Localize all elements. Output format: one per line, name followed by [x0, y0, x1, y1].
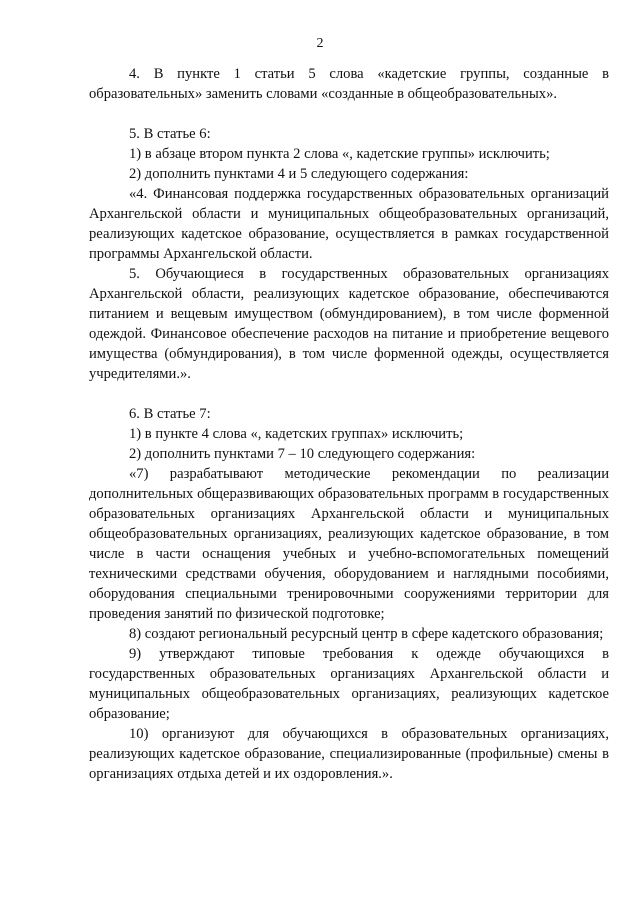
paragraph: 1) в абзаце втором пункта 2 слова «, кадетские группы» исключить; — [129, 146, 550, 162]
paragraph: «4. Финансовая поддержка государственных образовательных организаций Архангельской области и муниципальных общеобразовательных организаций, реализующих кадетское образование, осуществляется в рамках государственной программы Архангельской области. — [89, 186, 609, 262]
paragraph: 10) организуют для обучающихся в образовательных организациях, реализующих кадетское образование, специализированные (профильные) смены в организациях отдыха детей и их оздоровления.». — [89, 726, 609, 782]
paragraph: 5. Обучающиеся в государственных образовательных организациях Архангельской области, реализующих кадетское образование, обеспечиваются питанием и вещевым имуществом (обмундированием), в том числе форменной одеждой. Финансовое обеспечение расходов на питание и приобретение вещевого имущества (обмундирования), в том числе форменной одежды, осуществляется учредителями.». — [89, 266, 609, 382]
paragraph-spacer — [89, 104, 609, 124]
paragraph: 1) в пункте 4 слова «, кадетских группах» исключить; — [129, 426, 464, 442]
document-body — [89, 64, 609, 784]
paragraph: 8) создают региональный ресурсный центр в сфере кадетского образования; — [129, 626, 604, 642]
paragraph: 4. В пункте 1 статьи 5 слова «кадетские группы, созданные в образовательных» заменить словами «созданные в общеобразовательных». — [89, 66, 609, 102]
paragraph: «7) разрабатывают методические рекомендации по реализации дополнительных общеразвивающих образовательных программ в государственных образовательных организациях Архангельской области и муниципальных общеобразовательных организациях, реализующих кадетское образование, в том числе в части оснащения учебных и учебно-вспомогательных помещений техническими средствами обучения, оборудованием и наглядными пособиями, оборудования специальными тренировочными сооружениями территории для проведения занятий по физической подготовке; — [89, 466, 609, 622]
page-number: 2 — [316, 36, 324, 51]
paragraph: 9) утверждают типовые требования к одежде обучающихся в государственных образовательных организациях Архангельской области и муниципальных общеобразовательных организациях, реализующих кадетское образование; — [89, 646, 609, 722]
paragraph-spacer — [89, 384, 609, 404]
paragraph: 2) дополнить пунктами 7 – 10 следующего содержания: — [129, 446, 476, 462]
paragraph: 2) дополнить пунктами 4 и 5 следующего содержания: — [129, 166, 469, 182]
paragraph: 6. В статье 7: — [129, 406, 211, 422]
paragraph: 5. В статье 6: — [129, 126, 211, 142]
